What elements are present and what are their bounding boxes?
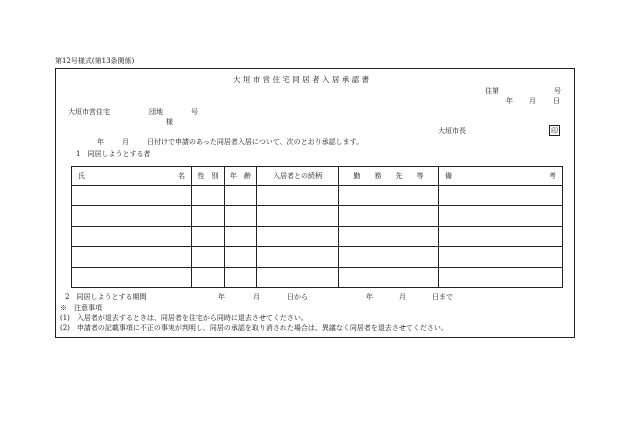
period-from-month: 月: [253, 293, 260, 301]
table-body: [72, 186, 563, 288]
table-cell[interactable]: [439, 206, 563, 226]
table-cell[interactable]: [339, 267, 439, 287]
table-cell[interactable]: [257, 267, 339, 287]
period-from-year: 年: [218, 293, 225, 301]
table-cell[interactable]: [257, 186, 339, 206]
header-relation: 入居者との続柄: [257, 167, 339, 186]
table-cell[interactable]: [439, 186, 563, 206]
body-month: 月: [122, 138, 129, 146]
cohabitant-table: [71, 166, 563, 288]
table-cell[interactable]: [339, 226, 439, 246]
date-month: 月: [529, 97, 536, 105]
issuer-name: 大垣市長: [438, 127, 466, 135]
table-cell[interactable]: [192, 206, 225, 226]
number-suffix: 号: [554, 87, 561, 95]
table-header-row: [72, 167, 563, 186]
section2-label: 2 同居しようとする期間: [65, 293, 147, 301]
table-cell[interactable]: [339, 186, 439, 206]
table-cell[interactable]: [225, 226, 257, 246]
form-number: 第12号様式(第13条関係): [55, 57, 135, 65]
header-gender: 性 別: [192, 167, 225, 186]
date-year: 年: [506, 97, 513, 105]
section1-label: 1 同居しようとする者: [76, 150, 151, 158]
table-row: [72, 226, 563, 246]
header-name: 氏 名: [72, 167, 192, 186]
header-age: 年 齢: [225, 167, 257, 186]
table-cell[interactable]: [225, 247, 257, 267]
body-statement: 日付けで申請のあった同居者入居について、次のとおり承認します。: [147, 138, 364, 146]
table-cell[interactable]: [72, 267, 192, 287]
table-cell[interactable]: [192, 226, 225, 246]
body-year: 年: [97, 138, 104, 146]
seal-box: 印: [551, 127, 558, 135]
table-cell[interactable]: [257, 206, 339, 226]
document-title: 大 垣 市 営 住 宅 同 居 者 入 居 承 認 書: [233, 75, 369, 84]
addressee-unit: 号: [191, 108, 198, 116]
table-row: [72, 186, 563, 206]
table-cell[interactable]: [257, 226, 339, 246]
table-row: [72, 267, 563, 287]
period-to-year: 年: [366, 293, 373, 301]
table-cell[interactable]: [339, 206, 439, 226]
table-cell[interactable]: [439, 247, 563, 267]
table-cell[interactable]: [72, 247, 192, 267]
table-cell[interactable]: [192, 267, 225, 287]
table-cell[interactable]: [192, 247, 225, 267]
header-remarks: 備 考: [439, 167, 563, 186]
table-cell[interactable]: [225, 267, 257, 287]
notes-heading: ※ 注意事項: [60, 304, 102, 312]
table-cell[interactable]: [339, 247, 439, 267]
note-item: (2) 申請者の記載事項に不正の事実が判明し、同居の承認を取り消された場合は、異議なく同居者を退去させてください。: [60, 324, 448, 332]
table-cell[interactable]: [225, 186, 257, 206]
addressee-prefix: 大垣市営住宅: [68, 108, 110, 116]
period-to-day: 日まで: [432, 293, 453, 301]
table-cell[interactable]: [72, 226, 192, 246]
table-cell[interactable]: [72, 186, 192, 206]
table-cell[interactable]: [439, 267, 563, 287]
date-day: 日: [553, 97, 560, 105]
table-cell[interactable]: [439, 226, 563, 246]
table-row: [72, 206, 563, 226]
note-item: (1) 入居者が退去するときは、同居者を住宅から同時に退去させてください。: [60, 314, 308, 322]
table-cell[interactable]: [257, 247, 339, 267]
table-cell[interactable]: [192, 186, 225, 206]
period-from-day: 日から: [287, 293, 308, 301]
number-label: 住第: [485, 87, 499, 95]
addressee-block: 団地: [149, 108, 163, 116]
addressee-honorific: 様: [166, 118, 173, 126]
period-to-month: 月: [399, 293, 406, 301]
table-cell[interactable]: [225, 206, 257, 226]
table-cell[interactable]: [72, 206, 192, 226]
table-row: [72, 247, 563, 267]
header-workplace: 勤 務 先 等: [339, 167, 439, 186]
